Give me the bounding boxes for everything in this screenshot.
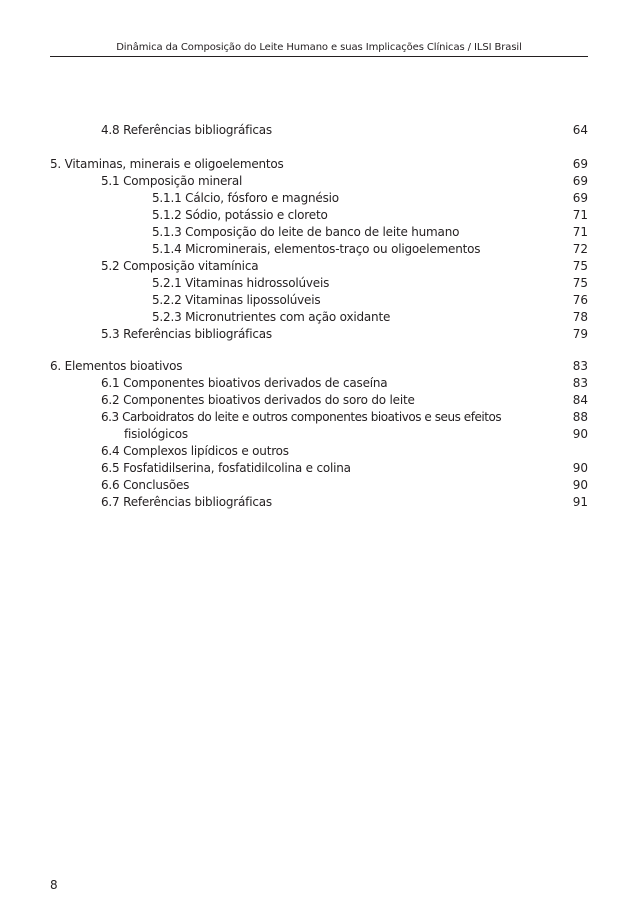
toc-entry xyxy=(0,190,638,207)
toc-entry xyxy=(0,122,638,139)
toc-entry-title: 6.1 Componentes bioativos derivados de caseína xyxy=(101,376,388,390)
toc-entry xyxy=(0,392,638,409)
toc-entry-title: 6.6 Conclusões xyxy=(101,478,190,492)
toc-entry-page: 90 xyxy=(572,427,588,441)
toc-entry xyxy=(0,358,638,375)
toc-entry-title: 5.1.4 Microminerais, elementos-traço ou oligoelementos xyxy=(152,242,481,256)
toc-entry-page: 90 xyxy=(572,461,588,475)
toc-entry xyxy=(0,443,638,460)
toc-entry-page: 78 xyxy=(572,310,588,324)
toc-entry-page: 88 xyxy=(572,410,588,424)
toc-entry-page: 91 xyxy=(572,495,588,509)
toc-entry xyxy=(0,477,638,494)
toc-entry-title: 6.4 Complexos lipídicos e outros xyxy=(101,444,289,458)
toc-entry-page: 75 xyxy=(572,259,588,273)
toc-entry-page: 69 xyxy=(572,191,588,205)
toc-entry xyxy=(0,241,638,258)
toc-entry-title: 4.8 Referências bibliográficas xyxy=(101,123,272,137)
toc-entry-title: 5.2 Composição vitamínica xyxy=(101,259,259,273)
toc-entry-page: 84 xyxy=(572,393,588,407)
toc-entry-title: 6.2 Componentes bioativos derivados do soro do leite xyxy=(101,393,415,407)
toc-entry-page: 71 xyxy=(572,225,588,239)
toc-entry xyxy=(0,309,638,326)
toc-entry-page: 72 xyxy=(572,242,588,256)
toc-entry xyxy=(0,258,638,275)
toc-entry xyxy=(0,156,638,173)
toc-entry-title: 6.3 Carboidratos do leite e outros componentes bioativos e seus efeitos xyxy=(101,410,502,424)
toc-entry xyxy=(0,494,638,511)
running-header: Dinâmica da Composição do Leite Humano e suas Implicações Clínicas / ILSI Brasil xyxy=(116,42,522,53)
toc-entry-title: 6.5 Fosfatidilserina, fosfatidilcolina e colina xyxy=(101,461,351,475)
toc-entry-page: 75 xyxy=(572,276,588,290)
toc-entry-title: 5. Vitaminas, minerais e oligoelementos xyxy=(50,157,284,171)
toc-entry-title: 5.1.2 Sódio, potássio e cloreto xyxy=(152,208,328,222)
toc-entry-title: 5.1.3 Composição do leite de banco de leite humano xyxy=(152,225,460,239)
header-rule xyxy=(50,56,588,57)
toc-entry-title: 5.3 Referências bibliográficas xyxy=(101,327,272,341)
toc-entry-page: 76 xyxy=(572,293,588,307)
toc-entry xyxy=(0,375,638,392)
toc-entry xyxy=(0,292,638,309)
toc-entry-page: 83 xyxy=(572,376,588,390)
toc-entry-page: 69 xyxy=(572,174,588,188)
toc-entry xyxy=(0,275,638,292)
toc-entry-page: 64 xyxy=(572,123,588,137)
toc-entry xyxy=(0,426,638,443)
toc-entry-title: 5.1.1 Cálcio, fósforo e magnésio xyxy=(152,191,339,205)
toc-entry-title: 6. Elementos bioativos xyxy=(50,359,183,373)
toc-entry-page: 83 xyxy=(572,359,588,373)
toc-entry xyxy=(0,460,638,477)
toc-entry-title: 5.2.2 Vitaminas lipossolúveis xyxy=(152,293,321,307)
toc-entry xyxy=(0,207,638,224)
toc-entry xyxy=(0,224,638,241)
toc-entry-title: 5.2.1 Vitaminas hidrossolúveis xyxy=(152,276,330,290)
toc-entry xyxy=(0,326,638,343)
toc-entry-page: 69 xyxy=(572,157,588,171)
toc-entry-title: 5.1 Composição mineral xyxy=(101,174,243,188)
toc-entry-title: 6.7 Referências bibliográficas xyxy=(101,495,272,509)
toc-entry-title: fisiológicos xyxy=(124,427,188,441)
toc-entry-title: 5.2.3 Micronutrientes com ação oxidante xyxy=(152,310,391,324)
toc-entry-page: 71 xyxy=(572,208,588,222)
toc-entry-page: 79 xyxy=(572,327,588,341)
toc-entry xyxy=(0,409,638,426)
toc-entry-page: 90 xyxy=(572,478,588,492)
page-number: 8 xyxy=(50,878,58,892)
toc-entry xyxy=(0,173,638,190)
